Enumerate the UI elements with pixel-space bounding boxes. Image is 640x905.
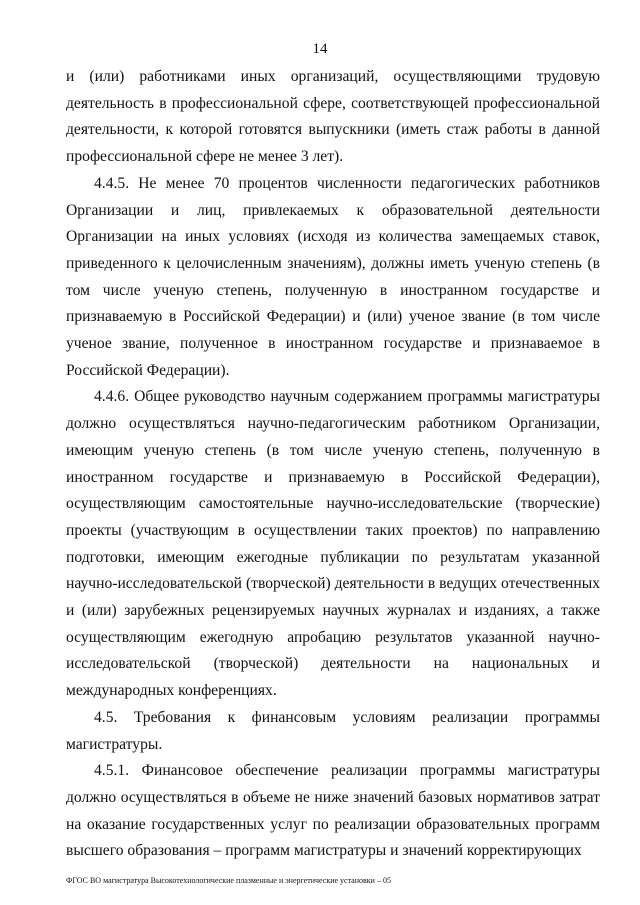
paragraph-4-5-1: 4.5.1. Финансовое обеспечение реализации программы магистратуры должно осуществляться в объеме не ниже значений базовых нормативов затрат на оказание государственных услуг по реализации образовательных программ высшего образования – программ магистратуры и значений корректирующих [66,762,600,860]
paragraph-4-4-6: 4.4.6. Общее руководство научным содержанием программы магистратуры должно осуществляться научно-педагогическим работником Организации, имеющим ученую степень (в том числе ученую степень, полученную в иностранном государстве и признаваемую в Российской Федерации), осуществляющим самостоятельные научно-исследовательские (творческие) проекты (участвующим в осуществлении таких проектов) по направлению подготовки, имеющим ежегодные публикации по результатам указанной научно-исследовательской (творческой) деятельности в ведущих отечественных и (или) зарубежных рецензируемых научных журналах и изданиях, а также осуществляющим ежегодную апробацию результатов указанной научно-исследовательской (творческой) деятельности на национальных и международных конференциях. [66,388,600,700]
paragraph-4-4-5: 4.4.5. Не менее 70 процентов численности педагогических работников Организации и лиц, привлекаемых к образовательной деятельности Организации на иных условиях (исходя из количества замещаемых ставок, приведенного к целочисленным значениям), должны иметь ученую степень (в том числе ученую степень, полученную в иностранном государстве и признаваемую в Российской Федерации) и (или) ученое звание (в том числе ученое звание, полученное в иностранном государстве и признаваемое в Российской Федерации). [66,174,600,379]
paragraph-continuation: и (или) работниками иных организаций, осуществляющими трудовую деятельность в профессиональной сфере, соответствующей профессиональной деятельности, к которой готовятся выпускники (иметь стаж работы в данной профессиональной сфере не менее 3 лет). [66,68,600,166]
page-footer: ФГОС ВО магистратура Высокотехнологические плазменные и энергетические установки – 05 [66,876,391,885]
document-body [66,64,600,865]
paragraph-4-5: 4.5. Требования к финансовым условиям реализации программы магистратуры. [66,708,600,753]
page-number: 14 [312,41,328,57]
